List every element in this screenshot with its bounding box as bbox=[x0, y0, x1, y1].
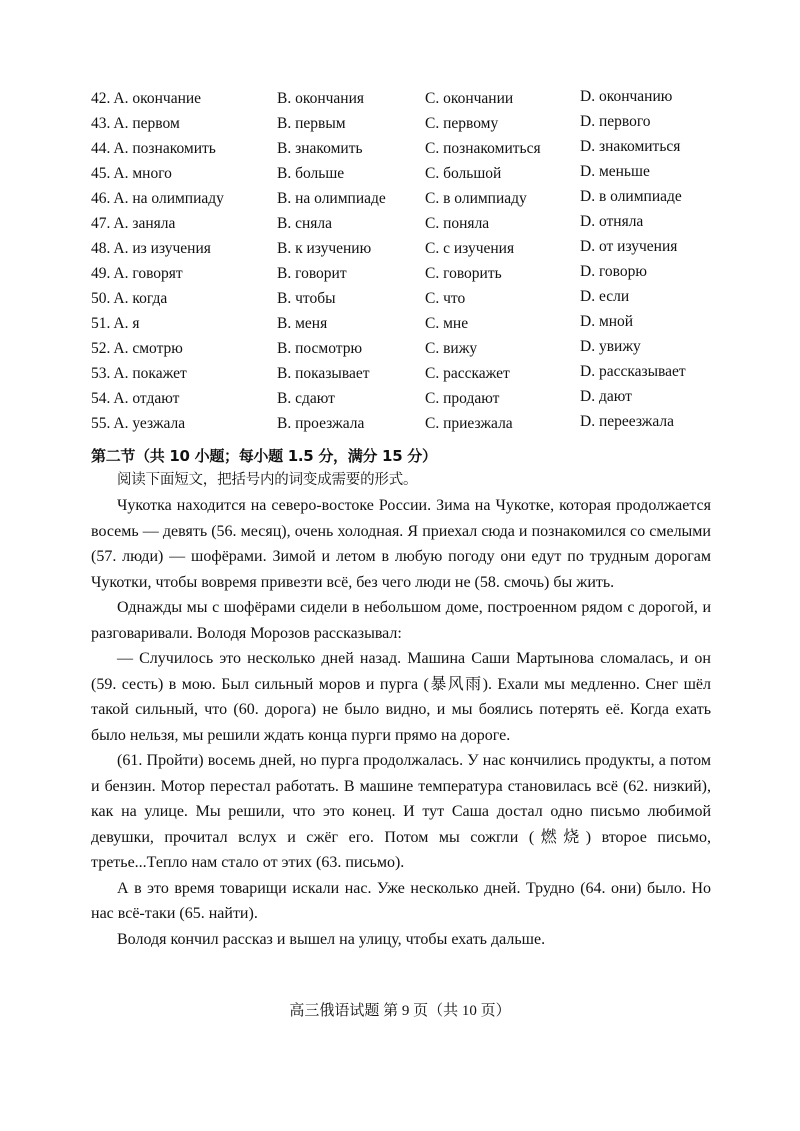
option-a: 44. A. познакомить bbox=[91, 140, 216, 157]
option-c: C. в олимпиаду bbox=[425, 190, 527, 207]
option-b: B. посмотрю bbox=[277, 340, 363, 357]
option-b: B. больше bbox=[277, 165, 345, 182]
option-d: D. говорю bbox=[580, 263, 647, 280]
option-d: D. меньше bbox=[580, 163, 650, 180]
option-b: B. чтобы bbox=[277, 290, 336, 307]
passage-paragraph: (61. Пройти) восемь дней, но пурга продолжалась. У нас кончились продукты, а потом и бензин. Мотор перестал работать. В машине температура становилась всё (62. низкий), как на улице. Мы решили, что это конец. И тут Саша достал одно письмо любимой девушки, прочитал вслух и сжёг его. Потом мы сожгли (燃烧) второе письмо, третье...Тепло нам стало от этих (63. письмо). bbox=[91, 752, 711, 871]
question-row-53 bbox=[91, 361, 731, 386]
option-d: D. увижу bbox=[580, 338, 641, 355]
option-d: D. переезжала bbox=[580, 413, 675, 430]
option-a: 53. A. покажет bbox=[91, 365, 187, 382]
option-c: C. что bbox=[425, 290, 466, 307]
option-d: D. первого bbox=[580, 113, 651, 130]
question-row-49 bbox=[91, 261, 731, 286]
option-c: C. расскажет bbox=[425, 365, 510, 382]
option-c: C. поняла bbox=[425, 215, 490, 232]
option-d: D. отняла bbox=[580, 213, 644, 230]
question-row-51 bbox=[91, 311, 731, 336]
option-d: D. мной bbox=[580, 313, 634, 330]
question-row-43 bbox=[91, 111, 731, 136]
option-c: C. большой bbox=[425, 165, 502, 182]
question-row-44 bbox=[91, 136, 731, 161]
passage-paragraph: Чукотка находится на северо-востоке России. Зима на Чукотке, которая продолжается восемь — девять (56. месяц), очень холодная. Я приехал сюда и познакомился со смелыми (57. люди) — шофёрами. Зимой и летом в любую погоду они едут по трудным дорогам Чукотки, чтобы вовремя привезти всё, без чего люди не (58. смочь) бы жить. bbox=[91, 497, 711, 591]
option-c: C. мне bbox=[425, 315, 469, 332]
option-a: 54. A. отдают bbox=[91, 390, 180, 407]
option-d: D. дают bbox=[580, 388, 632, 405]
question-row-52 bbox=[91, 336, 731, 361]
option-b: B. знакомить bbox=[277, 140, 363, 157]
passage-paragraph: Володя кончил рассказ и вышел на улицу, чтобы ехать дальше. bbox=[117, 930, 546, 948]
question-row-47 bbox=[91, 211, 731, 236]
question-row-48 bbox=[91, 236, 731, 261]
passage-paragraph: — Случилось это несколько дней назад. Машина Саши Мартынова сломалась, и он (59. сесть) в мою. Был сильный моров и пурга (暴风雨). Ехали мы медленно. Снег шёл такой сильный, что (60. дорога) не было видно, и мы боялись потерять её. Когда ехать было нельзя, мы решили ждать конца пурги прямо на дороге. bbox=[91, 650, 711, 744]
option-d: D. если bbox=[580, 288, 630, 305]
option-d: D. окончанию bbox=[580, 88, 673, 105]
option-d: D. рассказывает bbox=[580, 363, 686, 380]
option-a: 48. A. из изучения bbox=[91, 240, 211, 257]
option-a: 45. A. много bbox=[91, 165, 172, 182]
passage-paragraph: А в это время товарищи искали нас. Уже несколько дней. Трудно (64. они) было. Но нас всё-таки (65. найти). bbox=[91, 879, 711, 922]
question-row-46 bbox=[91, 186, 731, 211]
option-b: B. проезжала bbox=[277, 415, 365, 432]
option-c: C. окончании bbox=[425, 90, 514, 107]
option-c: C. познакомиться bbox=[425, 140, 541, 157]
option-b: B. первым bbox=[277, 115, 346, 132]
section-instruction: 阅读下面短文，把括号内的词变成需要的形式。 bbox=[117, 472, 418, 488]
section-heading: 第二节（共 10 小题；每小题 1.5 分，满分 15 分） bbox=[91, 447, 437, 465]
option-b: B. сдают bbox=[277, 390, 335, 407]
option-a: 51. A. я bbox=[91, 315, 140, 332]
multiple-choice-options bbox=[91, 86, 731, 436]
option-b: B. на олимпиаде bbox=[277, 190, 386, 207]
passage-paragraph: Однажды мы с шофёрами сидели в небольшом доме, построенном рядом с дорогой, и разговаривали. Володя Морозов рассказывал: bbox=[91, 599, 711, 642]
option-a: 49. A. говорят bbox=[91, 265, 183, 282]
option-a: 42. A. окончание bbox=[91, 90, 202, 107]
option-b: B. меня bbox=[277, 315, 328, 332]
reading-passage bbox=[91, 493, 711, 952]
question-row-45 bbox=[91, 161, 731, 186]
option-b: B. к изучению bbox=[277, 240, 372, 257]
question-row-50 bbox=[91, 286, 731, 311]
option-c: C. первому bbox=[425, 115, 499, 132]
page-footer: 高三俄语试题 第 9 页（共 10 页） bbox=[289, 1003, 511, 1019]
option-a: 46. A. на олимпиаду bbox=[91, 190, 224, 207]
option-d: D. от изучения bbox=[580, 238, 678, 255]
option-b: B. показывает bbox=[277, 365, 370, 382]
option-b: B. сняла bbox=[277, 215, 333, 232]
question-row-55 bbox=[91, 411, 731, 436]
option-c: C. продают bbox=[425, 390, 500, 407]
option-c: C. приезжала bbox=[425, 415, 513, 432]
option-a: 55. A. уезжала bbox=[91, 415, 186, 432]
option-d: D. в олимпиаде bbox=[580, 188, 682, 205]
option-b: B. окончания bbox=[277, 90, 365, 107]
option-a: 52. A. смотрю bbox=[91, 340, 183, 357]
option-a: 43. A. первом bbox=[91, 115, 180, 132]
option-c: C. говорить bbox=[425, 265, 502, 282]
option-c: C. вижу bbox=[425, 340, 478, 357]
question-row-42 bbox=[91, 86, 731, 111]
option-d: D. знакомиться bbox=[580, 138, 681, 155]
option-a: 47. A. заняла bbox=[91, 215, 176, 232]
option-c: C. с изучения bbox=[425, 240, 515, 257]
option-b: B. говорит bbox=[277, 265, 347, 282]
question-row-54 bbox=[91, 386, 731, 411]
option-a: 50. A. когда bbox=[91, 290, 168, 307]
